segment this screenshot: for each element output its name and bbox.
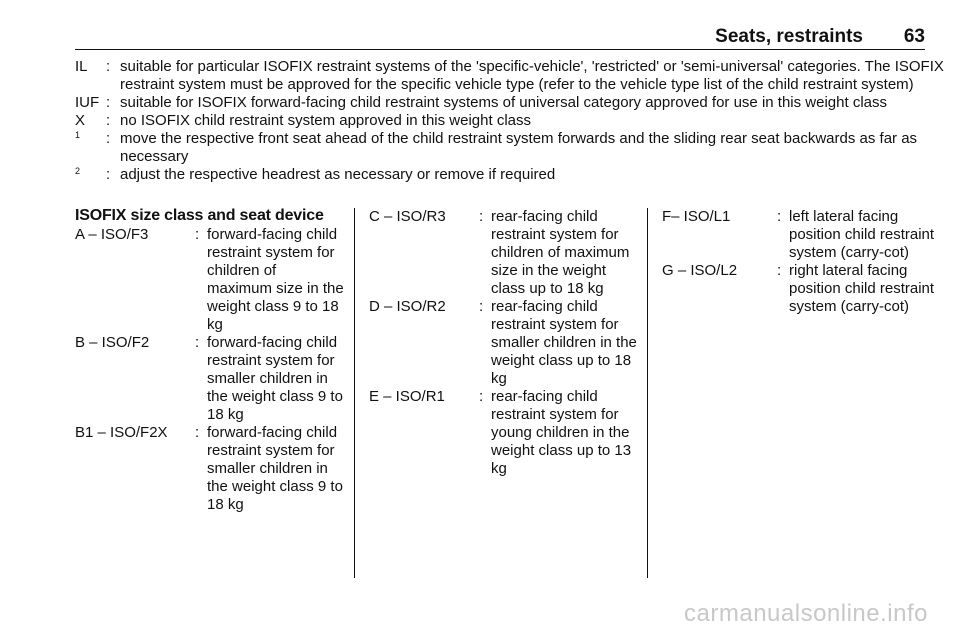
size-class-column-3	[662, 208, 942, 316]
page-header	[75, 26, 925, 50]
size-class-key: A – ISO/F3	[75, 226, 149, 243]
size-class-desc: rear-facing child restraint system for young children in the weight class up to 13 kg	[491, 388, 632, 477]
section-title: ISOFIX size class and seat device	[75, 207, 324, 224]
size-class-desc: right lateral facing position child restraint system (carry-cot)	[789, 262, 935, 315]
size-class-entry	[369, 298, 639, 388]
size-class-desc: rear-facing child restraint system for children of maximum size in the weight class up to 18 kg	[491, 208, 630, 297]
entry-colon: :	[777, 262, 782, 279]
entry-colon: :	[479, 208, 484, 225]
legend-footnote-key	[75, 166, 106, 184]
size-class-entry	[75, 226, 345, 334]
entry-colon: :	[195, 424, 200, 441]
size-class-desc: rear-facing child restraint system for smaller children in the weight class up to 18 kg	[491, 298, 637, 387]
legend-item	[75, 58, 945, 94]
size-class-entry	[75, 334, 345, 424]
entry-colon: :	[777, 208, 782, 225]
legend-item	[75, 94, 945, 112]
legend-key: IUF	[75, 94, 100, 111]
legend-desc: move the respective front seat ahead of the child restraint system forwards and the sliding rear seat backwards as far as necessary	[120, 130, 918, 165]
size-class-entry	[369, 208, 639, 298]
legend-colon: :	[106, 130, 111, 147]
legend-desc: no ISOFIX child restraint system approved in this weight class	[120, 112, 532, 129]
size-class-key: B1 – ISO/F2X	[75, 424, 168, 441]
legend-item	[75, 112, 945, 130]
size-class-key: D – ISO/R2	[369, 298, 446, 315]
size-class-desc: forward-facing child restraint system for smaller children in the weight class 9 to 18 kg	[207, 424, 343, 513]
entry-colon: :	[195, 226, 200, 243]
size-class-key: B – ISO/F2	[75, 334, 150, 351]
column-divider	[647, 208, 648, 578]
footnote-marker: 1	[75, 130, 81, 140]
legend-desc: suitable for ISOFIX forward-facing child restraint systems of universal category approved for use in this weight class	[120, 94, 887, 111]
legend-desc: adjust the respective headrest as necessary or remove if required	[120, 166, 556, 183]
size-class-key: F– ISO/L1	[662, 208, 731, 225]
size-class-desc: left lateral facing position child restraint system (carry-cot)	[789, 208, 935, 261]
entry-colon: :	[195, 334, 200, 351]
column-divider	[354, 208, 355, 578]
size-class-key: C – ISO/R3	[369, 208, 446, 225]
legend-colon: :	[106, 58, 111, 75]
size-class-desc: forward-facing child restraint system for children of maximum size in the weight class 9 to 18 kg	[207, 226, 344, 333]
legend-key: IL	[75, 58, 88, 75]
entry-colon: :	[479, 388, 484, 405]
size-class-entry	[369, 388, 639, 478]
page-number: 63	[903, 26, 925, 47]
legend-colon: :	[106, 112, 111, 129]
legend-colon: :	[106, 94, 111, 111]
legend-desc: suitable for particular ISOFIX restraint systems of the 'specific-vehicle', 'restricted' or 'semi-universal' categories. The ISOFIX restraint system must be approved for the specific vehicle type (refer to the vehicle type list of the child restraint system)	[120, 58, 944, 93]
watermark: carmanualsonline.info	[684, 600, 928, 627]
legend-item	[75, 166, 945, 184]
legend-footnote-key	[75, 130, 106, 166]
legend-key: X	[75, 112, 86, 129]
legend-colon: :	[106, 166, 111, 183]
footnote-marker: 2	[75, 166, 81, 176]
size-class-entry	[662, 208, 942, 262]
legend-item	[75, 130, 945, 166]
size-class-key: E – ISO/R1	[369, 388, 445, 405]
entry-colon: :	[479, 298, 484, 315]
size-class-desc: forward-facing child restraint system for smaller children in the weight class 9 to 18 kg	[207, 334, 343, 423]
size-class-column-2	[369, 208, 639, 478]
page-title: Seats, restraints	[715, 26, 863, 47]
size-class-entry	[75, 424, 345, 514]
legend-list	[75, 58, 945, 184]
size-class-column-1	[75, 226, 345, 514]
size-class-entry	[662, 262, 942, 316]
size-class-key: G – ISO/L2	[662, 262, 738, 279]
